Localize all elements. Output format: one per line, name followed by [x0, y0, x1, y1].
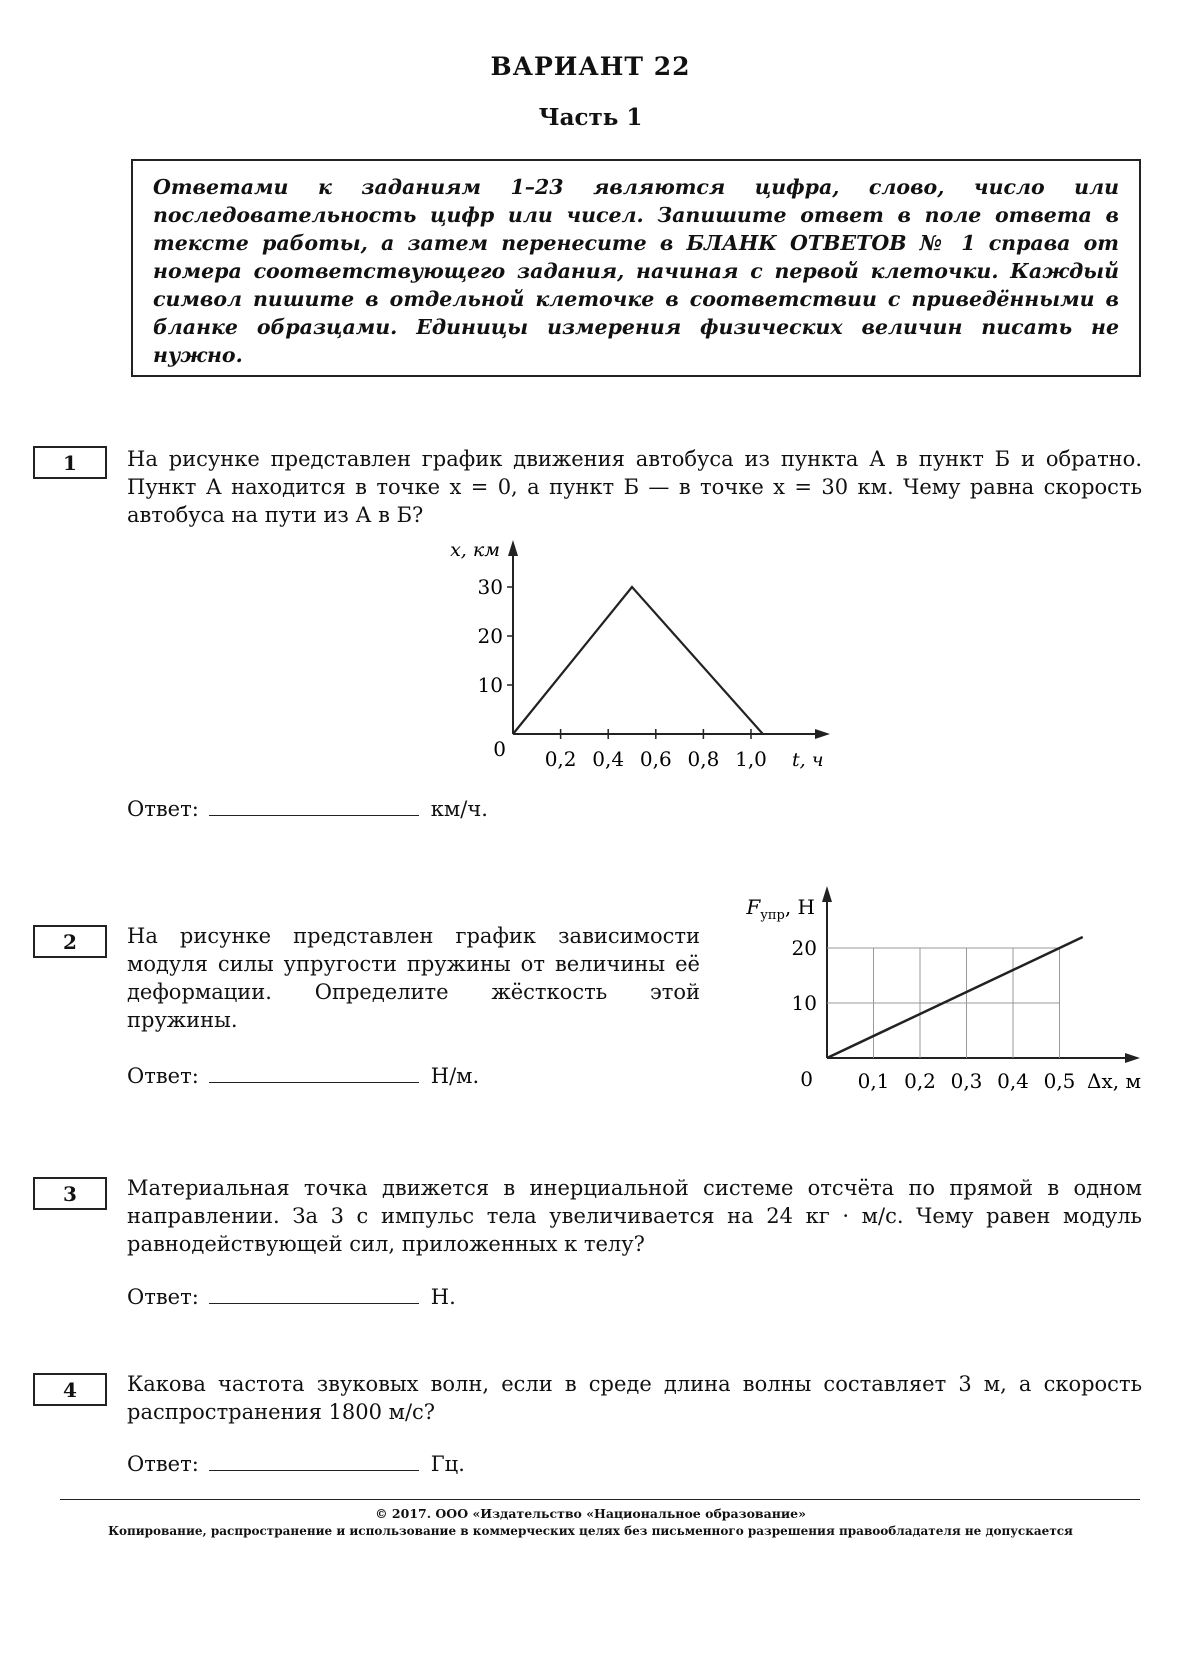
- footer-notice: Копирование, распространение и использование в коммерческих целях без письменного разрешения правообладателя не допускается: [108, 1524, 1073, 1538]
- x-tick-label: 0,3: [950, 1069, 983, 1093]
- task-number-3: 3: [33, 1177, 107, 1210]
- answer-row-1: [127, 793, 488, 821]
- answer-label: Ответ:: [127, 1452, 199, 1476]
- answer-row-4: [127, 1448, 465, 1476]
- x-tick-label: 0,8: [687, 747, 720, 771]
- answer-unit: Гц.: [430, 1452, 465, 1476]
- x-axis-arrow: [1125, 1053, 1140, 1063]
- task-number-4: 4: [33, 1373, 107, 1406]
- y-tick-label: 10: [477, 673, 503, 697]
- answer-input-3[interactable]: [209, 1281, 419, 1304]
- x-tick-label: 0,5: [1043, 1069, 1076, 1093]
- answer-label: Ответ:: [127, 1285, 199, 1309]
- y-tick-label: 20: [791, 936, 817, 960]
- answer-row-2: [127, 1060, 479, 1088]
- answer-label: Ответ:: [127, 1064, 199, 1088]
- y-axis-label: x, км: [450, 540, 500, 561]
- answer-label: Ответ:: [127, 797, 199, 821]
- footer-copyright: © 2017. ООО «Издательство «Национальное образование»: [375, 1506, 806, 1521]
- y-axis-label: $F_{упр}$, Н: [746, 895, 815, 923]
- y-axis-arrow: [822, 886, 832, 902]
- part-title: Часть 1: [538, 104, 643, 131]
- x-tick-label: 0,2: [544, 747, 577, 771]
- answer-input-1[interactable]: [209, 793, 419, 816]
- x-axis-label: Δx, м: [1087, 1069, 1141, 1093]
- task-2-text: На рисунке представлен график зависимости модуля силы упругости пружины от величины её деформации. Определите жёсткость этой пружины.: [127, 924, 700, 1032]
- x-axis-label: t, ч: [792, 749, 824, 771]
- x-tick-label: 0,4: [997, 1069, 1029, 1093]
- task-4-text: Какова частота звуковых волн, если в среде длина волны составляет 3 м, а скорость распространения 1800 м/с?: [127, 1372, 1142, 1424]
- x-axis-arrow: [815, 729, 830, 739]
- task-number-2: 2: [33, 925, 107, 958]
- x-tick-label: 0,6: [639, 747, 672, 771]
- answer-unit: км/ч.: [430, 797, 488, 821]
- answer-input-4[interactable]: [209, 1448, 419, 1471]
- origin-label: 0: [493, 737, 506, 761]
- y-tick-label: 30: [477, 575, 503, 599]
- task-number-1: 1: [33, 446, 107, 479]
- answer-input-2[interactable]: [209, 1060, 419, 1083]
- x-tick-label: 0,1: [857, 1069, 890, 1093]
- answer-unit: Н/м.: [430, 1064, 480, 1088]
- y-tick-label: 20: [477, 624, 503, 648]
- x-tick-label: 1,0: [735, 747, 767, 771]
- x-tick-label: 0,4: [592, 747, 625, 771]
- answer-unit: Н.: [430, 1285, 456, 1309]
- task-3-text: Материальная точка движется в инерциальной системе отсчёта по прямой в одном направлении. За 3 с импульс тела увеличивается на 24 кг · м/с. Чему равен модуль равнодействующей сил, приложенных к телу?: [127, 1176, 1142, 1256]
- series-line: [513, 587, 763, 734]
- y-tick-label: 10: [791, 991, 817, 1015]
- series-line: [827, 937, 1083, 1058]
- answer-row-3: [127, 1281, 456, 1309]
- x-tick-label: 0,2: [904, 1069, 936, 1093]
- variant-title: ВАРИАНТ 22: [490, 52, 691, 81]
- instructions-box: Ответами к заданиям 1–23 являются цифра, слово, число или последовательность цифр или чисел. Запишите ответ в поле ответа в тексте работы, а затем перенесите в БЛАНК ОТВЕТОВ № 1 справа от номера соответствующего задания, начиная с первой клеточки. Каждый символ пишите в отдельной клеточке в соответствии с приведёнными в бланке образцами. Единицы измерения физических величин писать не нужно.: [131, 159, 1141, 377]
- task-1-text: На рисунке представлен график движения автобуса из пункта А в пункт Б и обратно. Пункт А находится в точке x = 0, а пункт Б — в точке x = 30 км. Чему равна скорость автобуса на пути из А в Б?: [127, 447, 1142, 527]
- chart-bus-motion: [420, 540, 840, 780]
- y-axis-arrow: [508, 540, 518, 556]
- footer-divider: [60, 1499, 1140, 1500]
- origin-label: 0: [800, 1067, 813, 1091]
- chart-spring-force: [725, 880, 1155, 1095]
